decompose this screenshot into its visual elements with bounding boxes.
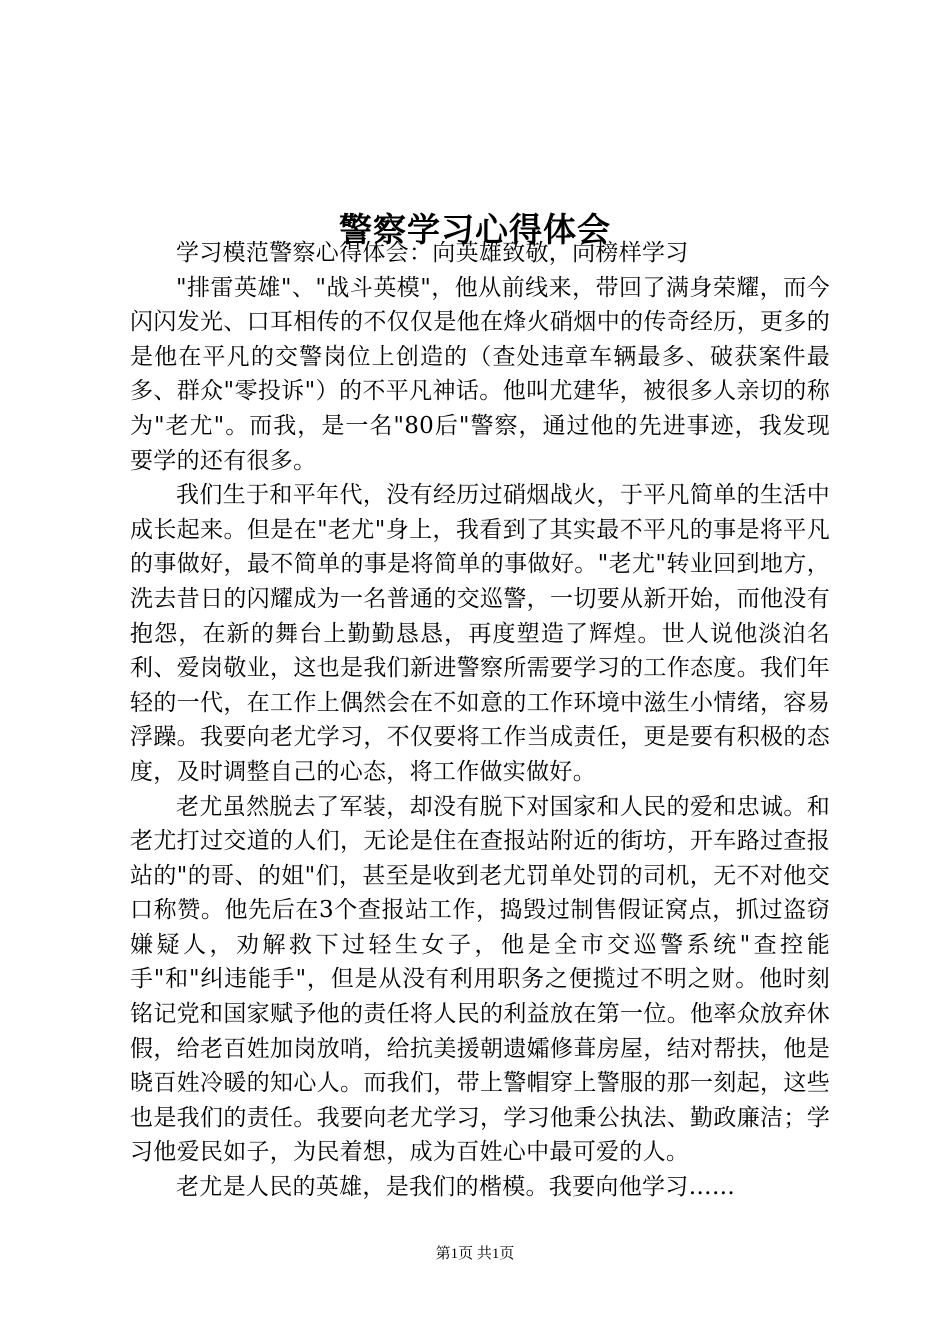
document-title: 警察学习心得体会 (339, 210, 611, 250)
paragraph-2: 我们生于和平年代，没有经历过硝烟战火，于平凡简单的生活中成长起来。但是在"老尤"身上，我看到了其实最不平凡的事是将平凡的事做好，最不简单的事是将简单的事做好。"老尤"转业回到地方，洗去昔日的闪耀成为一名普通的交巡警，一切要从新开始，而他没有抱怨，在新的舞台上勤勤恳恳，再度塑造了辉煌。世人说他淡泊名利、爱岗敬业，这也是我们新进警察所需要学习的工作态度。我们年轻的一代，在工作上偶然会在不如意的工作环境中滋生小情绪，容易浮躁。我要向老尤学习，不仅要将工作当成责任，更是要有积极的态度，及时调整自己的心态，将工作做实做好。 (130, 482, 830, 785)
paragraph-4: 老尤是人民的英雄，是我们的楷模。我要向他学习…… (176, 1174, 736, 1201)
paragraph-3: 老尤虽然脱去了军装，却没有脱下对国家和人民的爱和忠诚。和老尤打过交道的人们，无论是住在查报站附近的街坊，开车路过查报站的"的哥、的姐"们，甚至是收到老尤罚单处罚的司机，无不对他交口称赞。他先后在3个查报站工作，捣毁过制售假证窝点，抓过盗窃嫌疑人，劝解救下过轻生女子，他是全市交巡警系统"查控能手"和"纠违能手"，但是从没有利用职务之便揽过不明之财。他时刻铭记党和国家赋予他的责任将人民的利益放在第一位。他率众放弃休假，给老百姓加岗放哨，给抗美援朝遗孀修葺房屋，结对帮扶，他是晓百姓冷暖的知心人。而我们，带上警帽穿上警服的那一刻起，这些也是我们的责任。我要向老尤学习，学习他秉公执法、勤政廉洁；学习他爱民如子，为民着想，成为百姓心中最可爱的人。 (130, 793, 830, 1166)
page-footer: 第1页 共1页 (435, 1246, 515, 1262)
paragraph-subtitle: 学习模范警察心得体会：向英雄致敬，向榜样学习 (176, 240, 689, 266)
paragraph-1: "排雷英雄"、"战斗英模"，他从前线来，带回了满身荣耀，而今闪闪发光、口耳相传的不仅仅是他在烽火硝烟中的传奇经历，更多的是他在平凡的交警岗位上创造的（查处违章车辆最多、破获案件最多、群众"零投诉"）的不平凡神话。他叫尤建华，被很多人亲切的称为"老尤"。而我，是一名"80后"警察，通过他的先进事迹，我发现要学的还有很多。 (130, 274, 830, 474)
document-body (130, 236, 830, 1205)
